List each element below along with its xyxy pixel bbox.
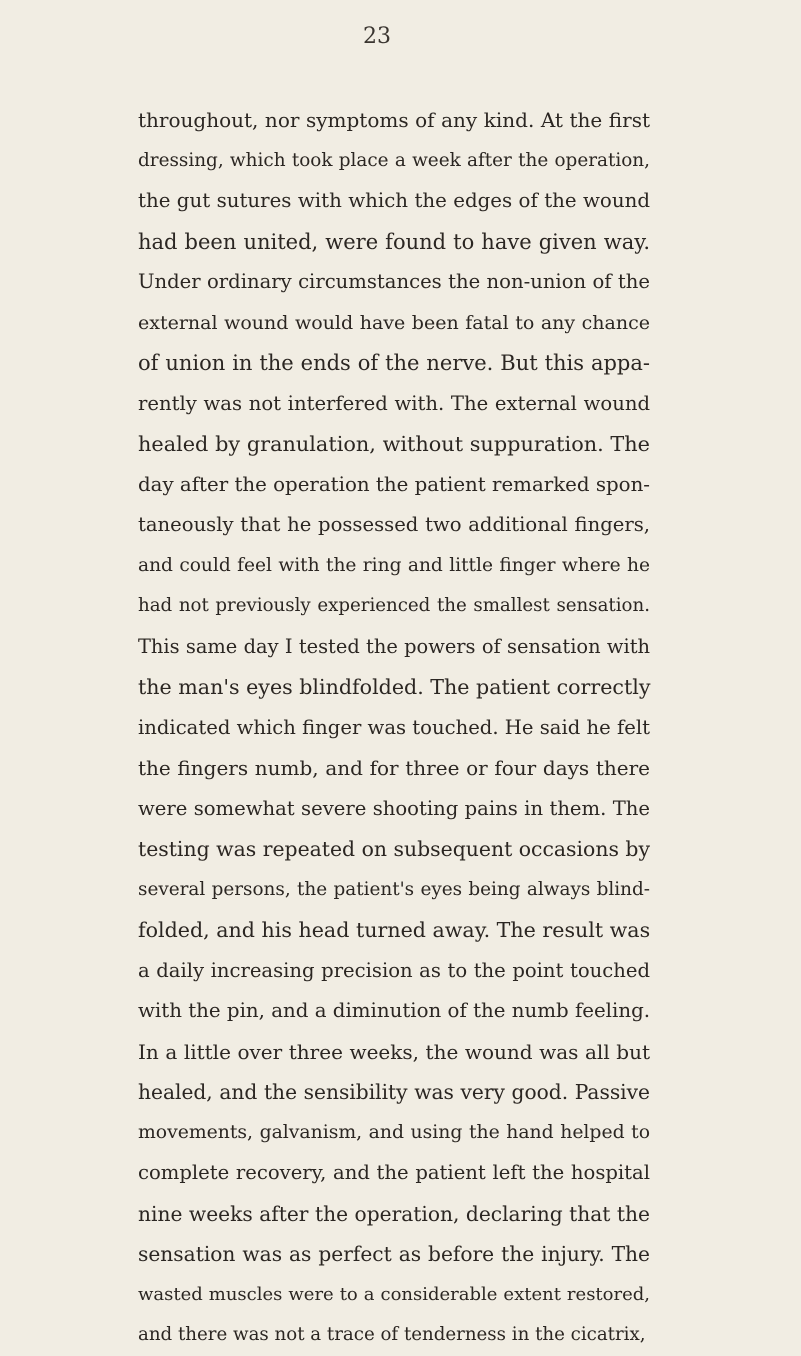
text-line: the man's eyes blindfolded. The patient correctly bbox=[138, 675, 651, 699]
text-line: were somewhat severe shooting pains in them. The bbox=[138, 796, 650, 820]
text-line: several persons, the patient's eyes being always blind- bbox=[138, 878, 650, 900]
text-line: testing was repeated on subsequent occasions by bbox=[138, 837, 650, 861]
text-line: wasted muscles were to a considerable extent restored, bbox=[138, 1283, 650, 1305]
text-line: dressing, which took place a week after the operation, bbox=[138, 149, 650, 171]
text-line: and could feel with the ring and little finger where he bbox=[138, 554, 650, 576]
text-line: complete recovery, and the patient left the hospital bbox=[138, 1161, 650, 1184]
page-number: 23 bbox=[363, 24, 391, 49]
text-line: healed, and the sensibility was very good. Passive bbox=[138, 1080, 650, 1104]
text-line: and there was not a trace of tenderness in the cicatrix, bbox=[138, 1324, 646, 1345]
text-line: movements, galvanism, and using the hand helped to bbox=[138, 1121, 650, 1143]
text-line: indicated which finger was touched. He said he felt bbox=[138, 715, 650, 739]
text-line: a daily increasing precision as to the point touched bbox=[138, 958, 650, 982]
text-line: sensation was as perfect as before the injury. The bbox=[138, 1242, 650, 1266]
text-line: external wound would have been fatal to any chance bbox=[138, 311, 650, 334]
body-text bbox=[138, 100, 650, 1356]
text-line: folded, and his head turned away. The result was bbox=[138, 918, 651, 942]
text-line: the fingers numb, and for three or four days there bbox=[138, 756, 650, 780]
text-line: throughout, nor symptoms of any kind. At the first bbox=[138, 108, 650, 132]
text-line: nine weeks after the operation, declaring that the bbox=[138, 1201, 650, 1226]
text-line: In a little over three weeks, the wound was all but bbox=[138, 1039, 650, 1064]
text-line: of union in the ends of the nerve. But this appa- bbox=[138, 351, 650, 375]
text-line: had been united, were found to have given way. bbox=[138, 229, 650, 254]
text-line: Under ordinary circumstances the non-union of the bbox=[138, 270, 650, 293]
text-line: the gut sutures with which the edges of the wound bbox=[138, 189, 650, 212]
text-line: with the pin, and a diminution of the numb feeling. bbox=[138, 999, 651, 1022]
text-line: day after the operation the patient remarked spon- bbox=[138, 472, 650, 496]
text-line: taneously that he possessed two additional fingers, bbox=[138, 513, 650, 536]
text-line: had not previously experienced the smallest sensation. bbox=[138, 595, 650, 616]
text-line: rently was not interfered with. The external wound bbox=[138, 391, 650, 415]
text-line: healed by granulation, without suppuration. The bbox=[138, 432, 650, 456]
text-line: This same day I tested the powers of sensation with bbox=[138, 634, 650, 658]
